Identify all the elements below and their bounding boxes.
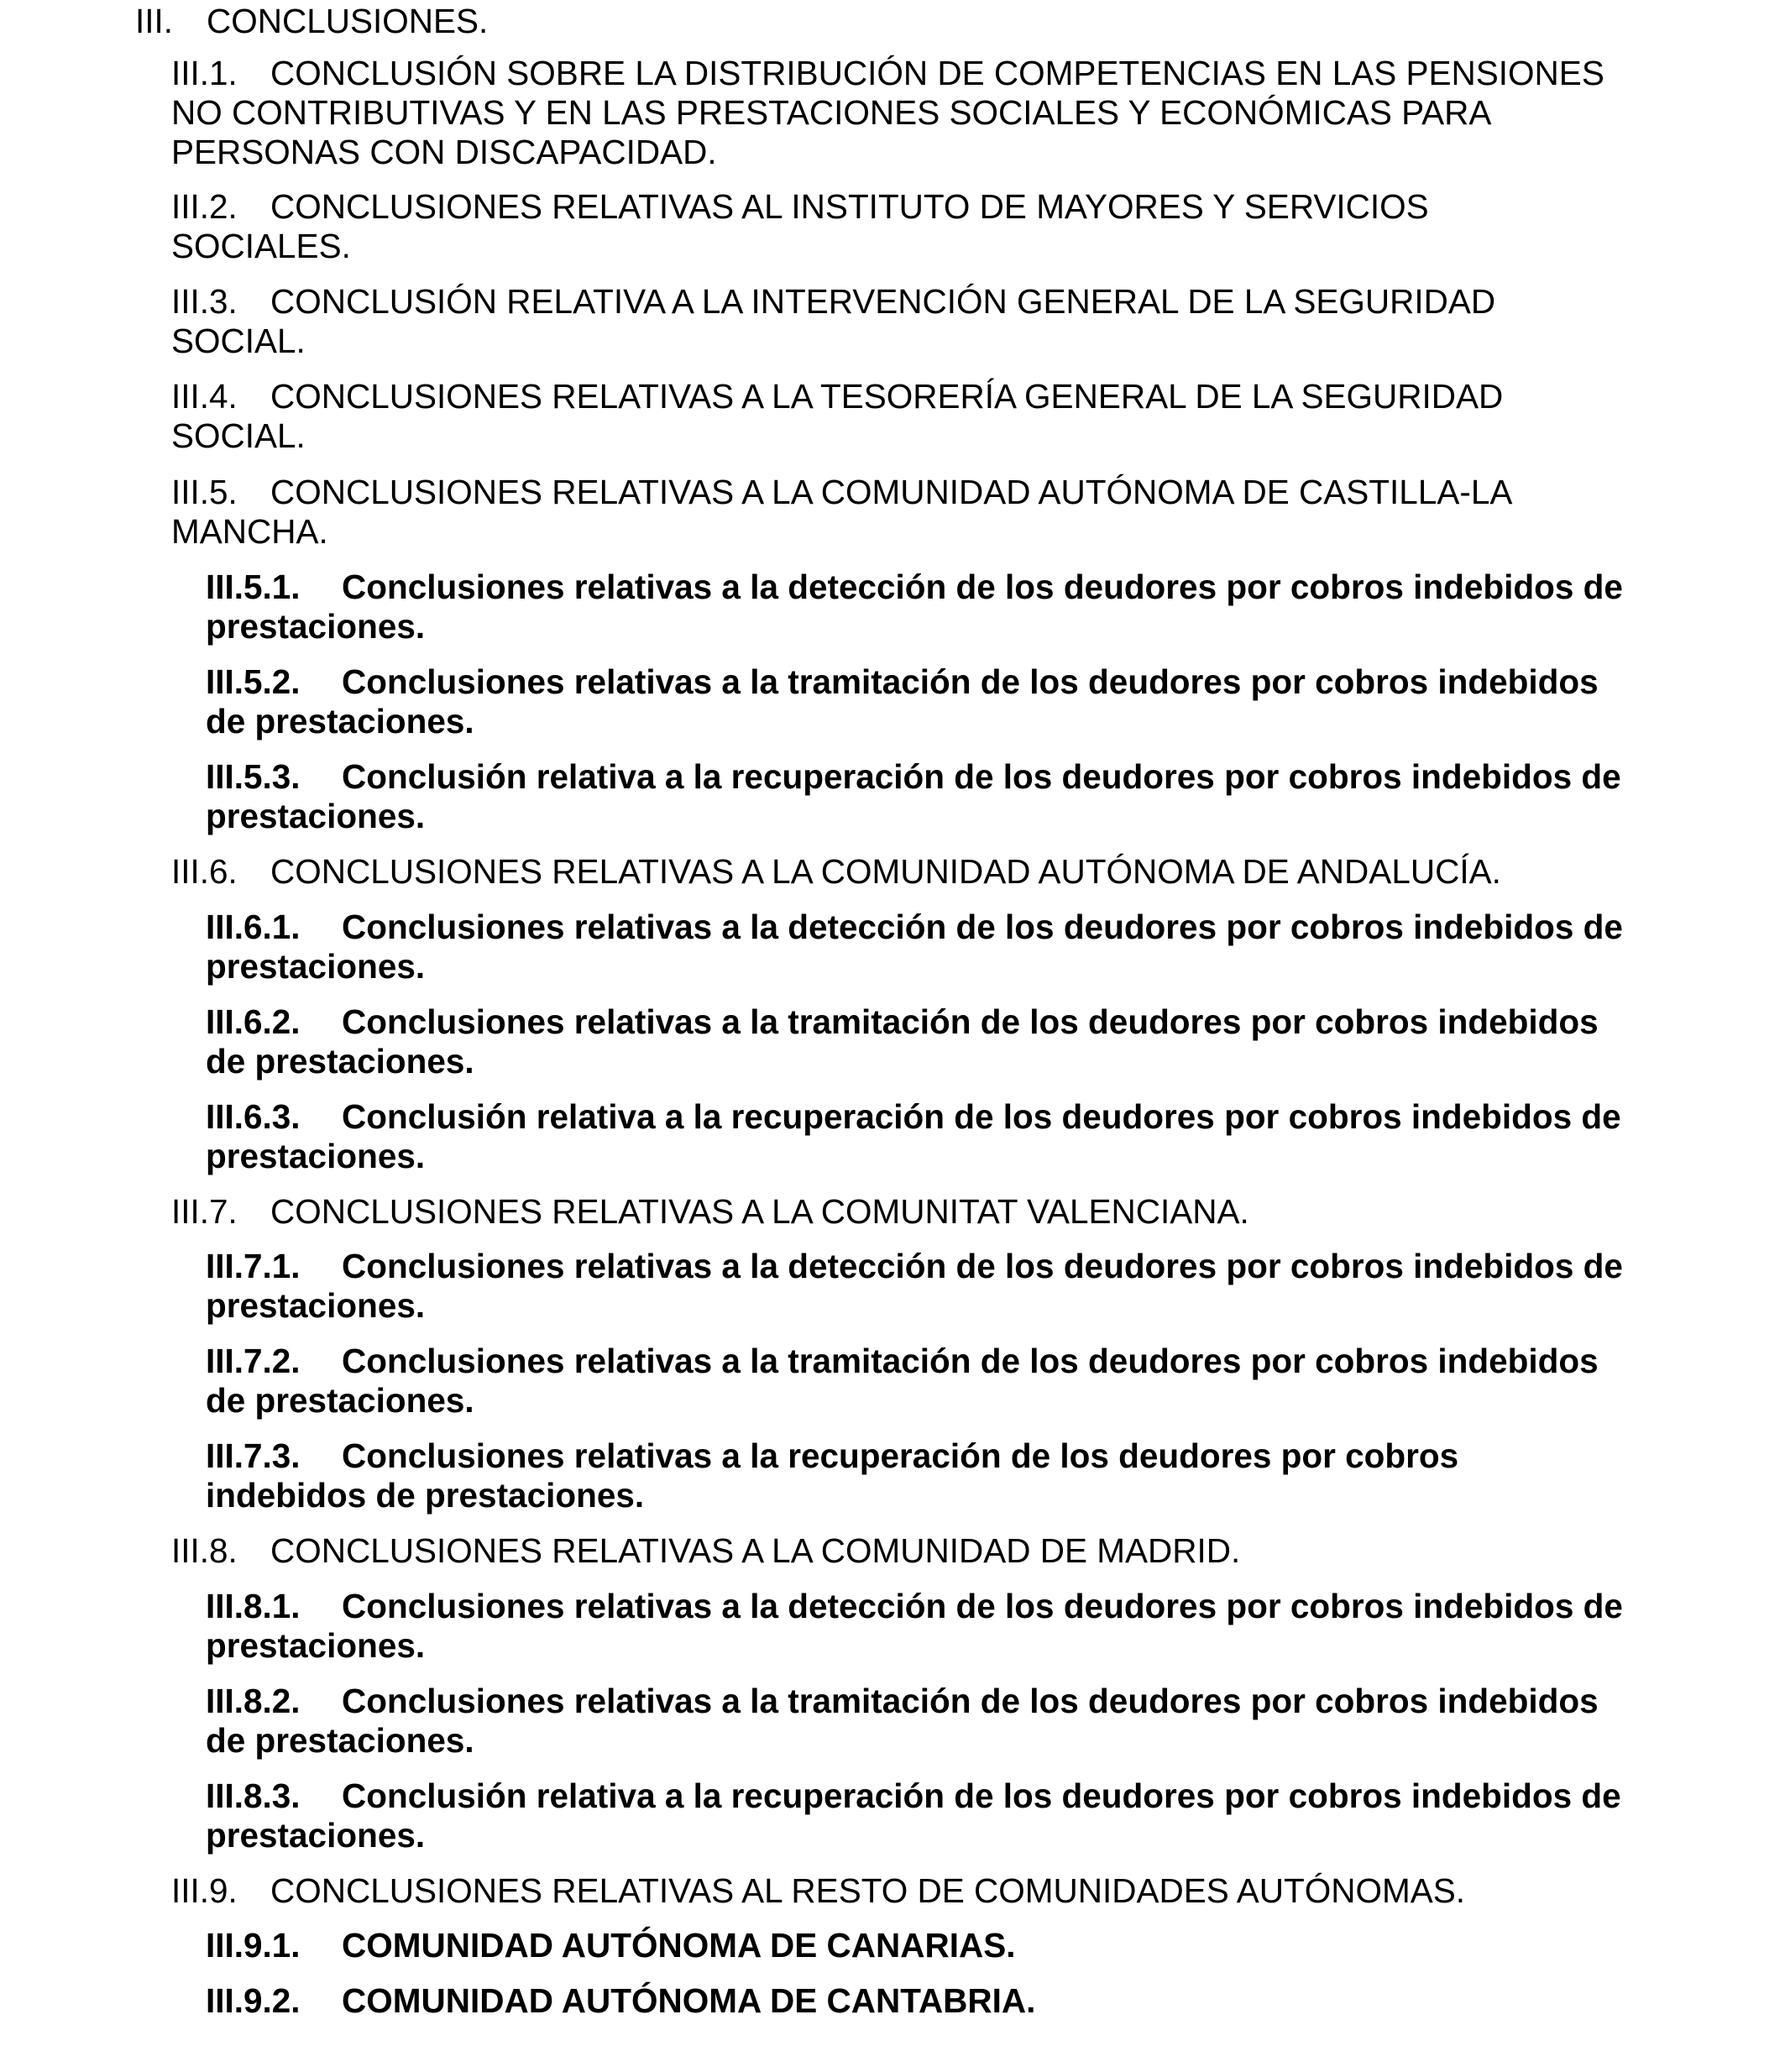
toc-title: CONCLUSIONES RELATIVAS AL INSTITUTO DE MAYORES Y SERVICIOS [270,187,1429,226]
toc-title: Conclusiones relativas a la tramitación de los deudores por cobros indebidos [342,662,1599,701]
toc-title: Conclusiones relativas a la detección de los deudores por cobros indebidos de [342,568,1623,606]
toc-title: Conclusión relativa a la recuperación de los deudores por cobros indebidos de [342,757,1621,796]
toc-number: III.2. [171,187,238,226]
toc-number: III.8. [171,1531,238,1570]
toc-number: III.9.1. [206,1926,301,1965]
toc-title-continuation: de prestaciones. [206,1381,474,1420]
toc-title-continuation: prestaciones. [206,797,426,835]
toc-number: III.6.1. [206,908,301,946]
toc-number: III.5.3. [206,757,301,796]
toc-title: CONCLUSIÓN RELATIVA A LA INTERVENCIÓN GENERAL DE LA SEGURIDAD [270,282,1496,321]
toc-title-continuation: NO CONTRIBUTIVAS Y EN LAS PRESTACIONES SOCIALES Y ECONÓMICAS PARA [171,93,1492,132]
toc-title: Conclusión relativa a la recuperación de los deudores por cobros indebidos de [342,1776,1621,1815]
toc-number: III.7. [171,1192,238,1231]
toc-number: III.6.3. [206,1097,301,1136]
toc-number: III. [135,2,174,40]
toc-title: Conclusiones relativas a la recuperación de los deudores por cobros [342,1436,1459,1475]
toc-title-continuation: MANCHA. [171,512,328,551]
toc-number: III.3. [171,282,238,321]
toc-number: III.7.3. [206,1436,301,1475]
toc-title: COMUNIDAD AUTÓNOMA DE CANARIAS. [342,1926,1016,1965]
toc-title-continuation: indebidos de prestaciones. [206,1476,645,1515]
toc-number: III.8.2. [206,1682,301,1720]
toc-title-continuation: SOCIALES. [171,227,351,265]
toc-title-continuation: SOCIAL. [171,322,306,360]
toc-number: III.4. [171,377,238,416]
toc-number: III.8.1. [206,1587,301,1625]
toc-number: III.5. [171,473,238,511]
toc-number: III.5.2. [206,662,301,701]
toc-title: CONCLUSIONES RELATIVAS AL RESTO DE COMUNIDADES AUTÓNOMAS. [270,1871,1466,1910]
toc-title: CONCLUSIONES RELATIVAS A LA COMUNITAT VALENCIANA. [270,1192,1249,1231]
toc-title-continuation: SOCIAL. [171,416,306,455]
toc-number: III.8.3. [206,1776,301,1815]
toc-title-continuation: prestaciones. [206,1816,426,1855]
toc-title: CONCLUSIONES RELATIVAS A LA COMUNIDAD AUTÓNOMA DE CASTILLA-LA [270,473,1513,511]
toc-title-continuation: prestaciones. [206,1626,426,1665]
toc-title: CONCLUSIONES. [207,2,489,40]
toc-title: CONCLUSIONES RELATIVAS A LA COMUNIDAD AUTÓNOMA DE ANDALUCÍA. [270,852,1501,891]
toc-title: Conclusión relativa a la recuperación de los deudores por cobros indebidos de [342,1097,1621,1136]
toc-title-continuation: prestaciones. [206,947,426,986]
toc-number: III.9. [171,1871,238,1910]
toc-title: Conclusiones relativas a la tramitación de los deudores por cobros indebidos [342,1682,1599,1720]
toc-number: III.6. [171,852,238,891]
toc-title-continuation: prestaciones. [206,1286,426,1325]
toc-title-continuation: prestaciones. [206,607,426,646]
toc-title: Conclusiones relativas a la detección de los deudores por cobros indebidos de [342,1587,1623,1625]
toc-number: III.5.1. [206,568,301,606]
toc-number: III.7.1. [206,1247,301,1285]
toc-title: Conclusiones relativas a la tramitación de los deudores por cobros indebidos [342,1002,1599,1041]
toc-title-continuation: prestaciones. [206,1137,426,1175]
toc-title: CONCLUSIONES RELATIVAS A LA COMUNIDAD DE MADRID. [270,1531,1241,1570]
toc-title-continuation: de prestaciones. [206,1042,474,1080]
toc-title: CONCLUSIONES RELATIVAS A LA TESORERÍA GENERAL DE LA SEGURIDAD [270,377,1504,416]
toc-number: III.6.2. [206,1002,301,1041]
toc-title: Conclusiones relativas a la detección de los deudores por cobros indebidos de [342,1247,1623,1285]
toc-number: III.9.2. [206,1981,301,2020]
toc-title: CONCLUSIÓN SOBRE LA DISTRIBUCIÓN DE COMPETENCIAS EN LAS PENSIONES [270,54,1604,92]
toc-number: III.1. [171,54,238,92]
toc-title: Conclusiones relativas a la detección de los deudores por cobros indebidos de [342,908,1623,946]
toc-number: III.7.2. [206,1342,301,1380]
toc-title-continuation: de prestaciones. [206,702,474,740]
toc-title: COMUNIDAD AUTÓNOMA DE CANTABRIA. [342,1981,1036,2020]
toc-title-continuation: de prestaciones. [206,1721,474,1760]
toc-title: Conclusiones relativas a la tramitación de los deudores por cobros indebidos [342,1342,1599,1380]
toc-title-continuation: PERSONAS CON DISCAPACIDAD. [171,133,717,171]
